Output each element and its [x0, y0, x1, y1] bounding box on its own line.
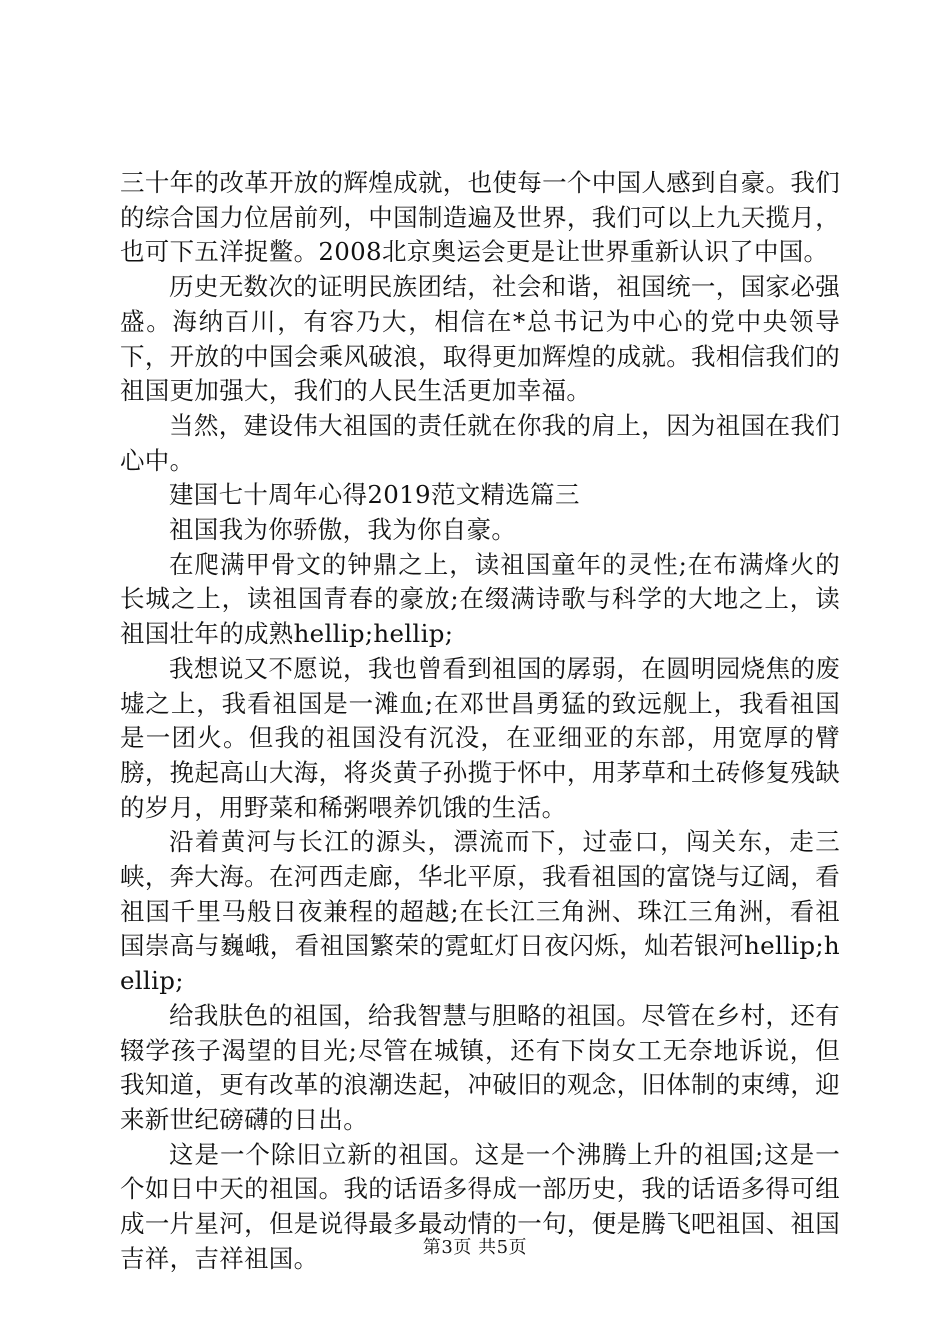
section-heading: 建国七十周年心得2019范文精选篇三 — [169, 480, 580, 510]
page-number-footer: 第3页 共5页 — [422, 1237, 528, 1258]
paragraph: 三十年的改革开放的辉煌成就，也使每一个中国人感到自豪。我们的综合国力位居前列，中国制造遍及世界，我们可以上九天揽月，也可下五洋捉鳖。2008北京奥运会更是让世界重新认识了中国。 — [120, 168, 840, 267]
paragraph: 祖国我为你骄傲，我为你自豪。 — [169, 515, 517, 545]
paragraph: 历史无数次的证明民族团结，社会和谐，祖国统一，国家必强盛。海纳百川，有容乃大，相信在*总书记为中心的党中央领导下，开放的中国会乘风破浪，取得更加辉煌的成就。我相信我们的祖国更加强大，我们的人民生活更加幸福。 — [120, 272, 840, 406]
paragraph: 给我肤色的祖国，给我智慧与胆略的祖国。尽管在乡村，还有辍学孩子渴望的目光;尽管在城镇，还有下岗女工无奈地诉说，但我知道，更有改革的浪潮迭起，冲破旧的观念，旧体制的束缚，迎来新世纪磅礴的日出。 — [120, 1000, 840, 1134]
paragraph: 在爬满甲骨文的钟鼎之上，读祖国童年的灵性;在布满烽火的长城之上，读祖国青春的豪放;在缀满诗歌与科学的大地之上，读祖国壮年的成熟hellip;hellip; — [120, 549, 840, 649]
paragraph: 我想说又不愿说，我也曾看到祖国的孱弱，在圆明园烧焦的废墟之上，我看祖国是一滩血;在邓世昌勇猛的致远舰上，我看祖国是一团火。但我的祖国没有沉没，在亚细亚的东部，用宽厚的臂膀，挽起高山大海，将炎黄子孙揽于怀中，用茅草和土砖修复残缺的岁月，用野菜和稀粥喂养饥饿的生活。 — [120, 653, 840, 822]
document-body — [120, 166, 840, 1277]
paragraph: 这是一个除旧立新的祖国。这是一个沸腾上升的祖国;这是一个如日中天的祖国。我的话语多得成一部历史，我的话语多得可组成一片星河，但是说得最多最动情的一句，便是腾飞吧祖国、祖国吉祥，吉祥祖国。 — [120, 1139, 840, 1273]
paragraph: 当然，建设伟大祖国的责任就在你我的肩上，因为祖国在我们心中。 — [120, 410, 840, 475]
paragraph: 沿着黄河与长江的源头，漂流而下，过壶口，闯关东，走三峡，奔大海。在河西走廊，华北平原，我看祖国的富饶与辽阔，看祖国千里马般日夜兼程的超越;在长江三角洲、珠江三角洲，看祖国崇高与巍峨，看祖国繁荣的霓虹灯日夜闪烁，灿若银河hellip;hellip; — [120, 827, 840, 996]
